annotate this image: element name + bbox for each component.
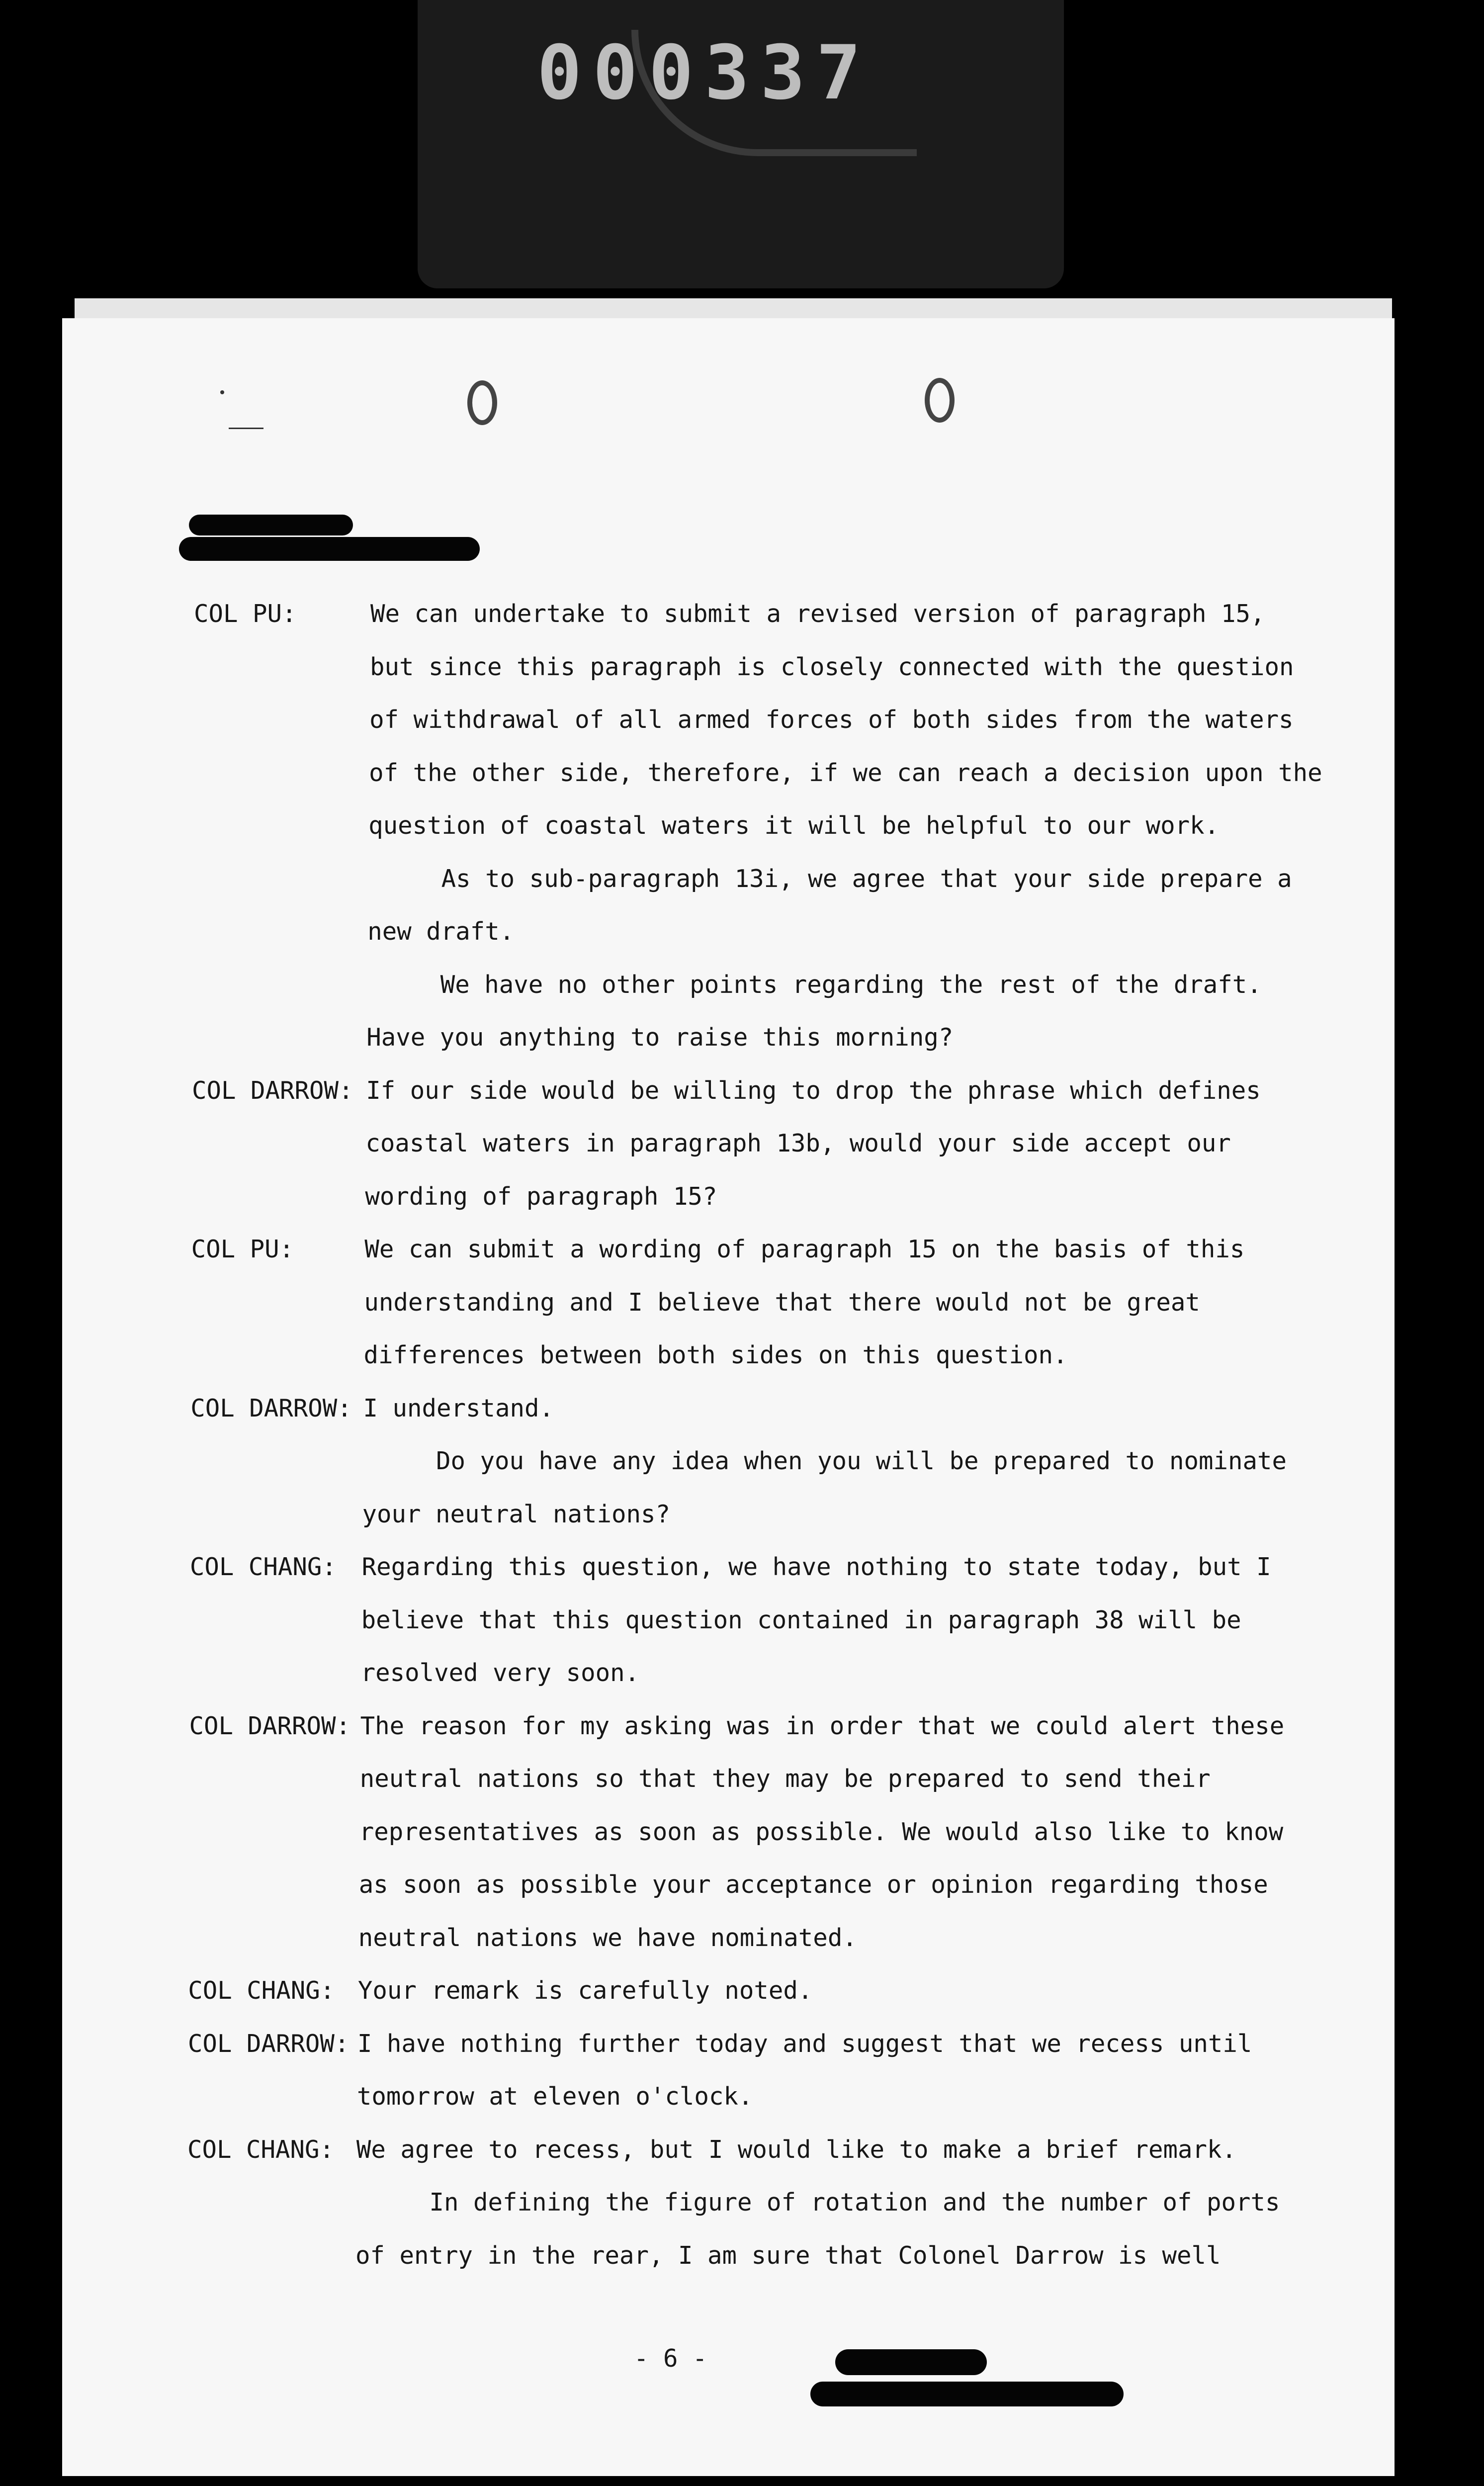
document-page: [62, 318, 1395, 2476]
transcript-line: wording of paragraph 15?: [365, 1182, 717, 1211]
transcript-line: but since this paragraph is closely connected with the question: [370, 652, 1294, 681]
transcript-line: We can submit a wording of paragraph 15 on the basis of this: [364, 1235, 1245, 1263]
redaction-bar: [835, 2349, 987, 2375]
speaker-label: COL CHANG:: [187, 2135, 334, 2164]
transcript-line: differences between both sides on this question.: [363, 1341, 1068, 1369]
speaker-label: COL CHANG:: [189, 1553, 337, 1581]
speaker-label: COL CHANG:: [188, 1976, 335, 2005]
speaker-label: COL PU:: [194, 600, 297, 628]
transcript-line: of entry in the rear, I am sure that Colonel Darrow is well: [355, 2241, 1221, 2270]
speaker-label: COL DARROW:: [190, 1394, 352, 1422]
transcript-line: understanding and I believe that there would not be great: [364, 1288, 1200, 1317]
page-number: - 6 -: [634, 2344, 707, 2373]
transcript-body: [62, 318, 1395, 2476]
transcript-line: Have you anything to raise this morning?: [366, 1023, 954, 1052]
transcript-line: I have nothing further today and suggest that we recess until: [357, 2029, 1252, 2058]
transcript-line: of the other side, therefore, if we can reach a decision upon the: [369, 758, 1322, 787]
speaker-label: COL DARROW:: [187, 2029, 349, 2058]
transcript-line: coastal waters in paragraph 13b, would your side accept our: [365, 1129, 1231, 1157]
transcript-line: As to sub-paragraph 13i, we agree that your side prepare a: [368, 864, 1292, 893]
transcript-line: neutral nations we have nominated.: [358, 1923, 857, 1952]
speaker-label: COL DARROW:: [189, 1711, 351, 1740]
transcript-line: tomorrow at eleven o'clock.: [356, 2082, 753, 2111]
transcript-line: question of coastal waters it will be helpful to our work.: [368, 811, 1220, 840]
transcript-line: We can undertake to submit a revised version of paragraph 15,: [370, 600, 1265, 628]
transcript-line: We have no other points regarding the rest of the draft.: [367, 970, 1262, 999]
transcript-line: believe that this question contained in paragraph 38 will be: [361, 1605, 1241, 1634]
transcript-line: your neutral nations?: [362, 1500, 671, 1528]
transcript-line: If our side would be willing to drop the phrase which defines: [366, 1076, 1261, 1105]
speaker-label: COL PU:: [191, 1235, 294, 1263]
transcript-line: neutral nations so that they may be prepared to send their: [359, 1765, 1211, 1793]
transcript-line: We agree to recess, but I would like to make a brief remark.: [356, 2135, 1236, 2164]
transcript-line: new draft.: [367, 917, 515, 946]
redaction-bar: [810, 2382, 1124, 2406]
transcript-line: I understand.: [363, 1394, 554, 1422]
transcript-line: Your remark is carefully noted.: [357, 1976, 813, 2005]
frame-number: 000337: [537, 30, 872, 116]
transcript-line: representatives as soon as possible. We would also like to know: [359, 1817, 1284, 1846]
transcript-line: Do you have any idea when you will be prepared to nominate: [362, 1447, 1287, 1475]
transcript-line: resolved very soon.: [360, 1659, 640, 1687]
speaker-label: COL DARROW:: [191, 1076, 353, 1105]
transcript-line: In defining the figure of rotation and the number of ports: [355, 2188, 1280, 2217]
transcript-line: of withdrawal of all armed forces of both sides from the waters: [369, 706, 1294, 734]
transcript-line: as soon as possible your acceptance or opinion regarding those: [358, 1870, 1268, 1899]
microfilm-frame-counter: [418, 0, 1064, 288]
transcript-line: Regarding this question, we have nothing to state today, but I: [361, 1553, 1271, 1581]
transcript-line: The reason for my asking was in order that we could alert these: [360, 1711, 1285, 1740]
